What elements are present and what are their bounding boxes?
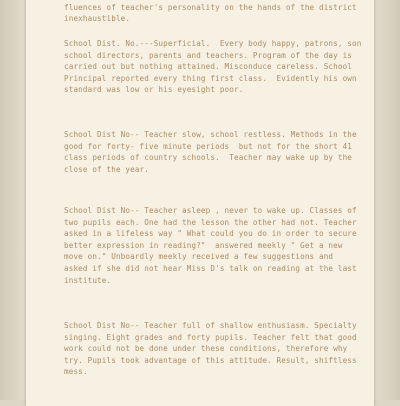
text-line: fluences of teacher's personality on the hands of the district bbox=[64, 2, 357, 12]
text-line: School Dist. No.---Superficial. Every body happy, patrons, son bbox=[64, 39, 362, 48]
text-line: school directors, parents and teachers. Program of the day is bbox=[64, 50, 353, 60]
paragraph-superficial bbox=[64, 38, 361, 96]
text-line: School Dist No-- Teacher asleep , never to wake up. Classes of bbox=[64, 206, 357, 215]
paragraph-teacher-asleep bbox=[64, 205, 357, 286]
text-line: two pupils each. One had the lesson the other had not. Teacher bbox=[64, 217, 357, 227]
text-line: mess. bbox=[64, 367, 88, 377]
text-line: asked if she did not hear Miss D's talk on reading at the last bbox=[64, 263, 357, 273]
text-line: work could not be done under these conditions, therefore why bbox=[64, 344, 348, 354]
paragraph-teacher-slow bbox=[64, 129, 357, 175]
text-line: move on." Unboardly meekly received a few suggestions and bbox=[64, 252, 334, 262]
text-line: asked in a lifeless way " What could you do in order to secure bbox=[64, 229, 357, 239]
text-line: class periods of country schools. Teacher may wake up by the bbox=[64, 153, 353, 163]
text-line: standard was low or his eyesight poor. bbox=[64, 85, 244, 95]
text-line: try. Pupils took advantage of this attitude. Result, shiftless bbox=[64, 355, 357, 365]
text-line: School Dist No-- Teacher slow, school restless. Methods in the bbox=[64, 130, 357, 139]
text-line: close of the year. bbox=[64, 164, 149, 174]
text-line: School Dist No-- Teacher full of shallow enthusiasm. Specialty bbox=[64, 321, 357, 330]
text-line: inexhaustible. bbox=[64, 14, 131, 24]
text-line: singing. Eight grades and forty pupils. Teacher felt that good bbox=[64, 332, 357, 342]
text-line: institute. bbox=[64, 275, 112, 285]
text-line: better expression in reading?" answered meekly " Get a new bbox=[64, 240, 343, 250]
text-line: good for forty- five minute periods but not for the short 41 bbox=[64, 141, 353, 151]
typed-page bbox=[26, 0, 374, 406]
paragraph-intro bbox=[64, 0, 357, 25]
paragraph-shallow-enthusiasm bbox=[64, 320, 357, 378]
text-line: Principal reported every thing first class. Evidently his own bbox=[64, 73, 357, 83]
text-line: carried out but nothing attained. Misconduce careless. School bbox=[64, 62, 353, 72]
